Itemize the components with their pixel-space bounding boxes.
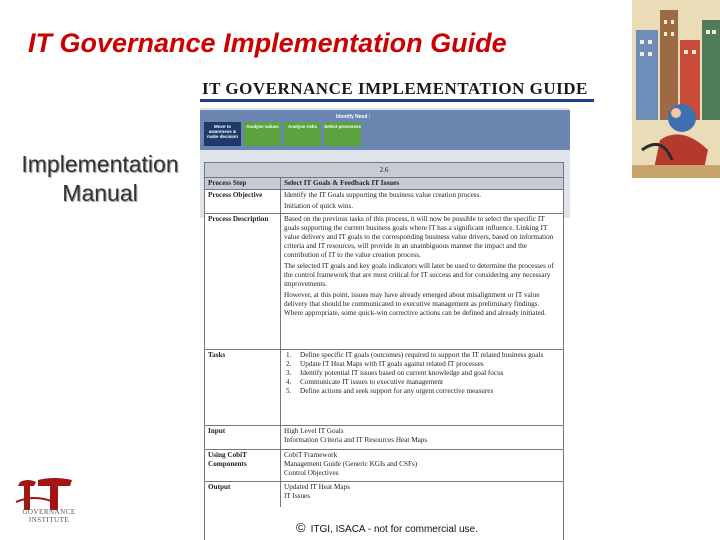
row-process-objective xyxy=(205,189,563,213)
cobit-value-1: CobiT Framework xyxy=(284,451,338,459)
flow-box-3: Analyse risks xyxy=(284,122,321,146)
cobit-label: Using CobiT Components xyxy=(205,450,281,481)
copyright-symbol: © xyxy=(296,520,306,535)
process-step-value: Select IT Goals & Feedback IT Issues xyxy=(284,179,400,187)
task-item: 2. Update IT Heat Maps with IT goals against related IT processes xyxy=(286,360,484,368)
slide-title: IT Governance Implementation Guide xyxy=(28,28,507,58)
tasks-label: Tasks xyxy=(205,350,281,425)
process-description-p1: Based on the previous tasks of this process, it will now be possible to select the specific IT goals supporting the current business goals where IT has a significant influence. Linking IT value delivery and IT goals to the corresponding business value drivers, based on information criteria and IT resources, will provide in an unambiguous manner the impact and the contribution of IT to the value creation process. xyxy=(284,215,554,259)
process-description-p2: The selected IT goals and key goals indicators will later be used to determine the processes of the control framework that are most critical for IT success and for considering any necessary improvements. xyxy=(284,262,554,288)
row-process-description xyxy=(205,213,563,349)
row-output xyxy=(205,481,563,507)
corner-collage-image xyxy=(632,0,720,178)
process-table xyxy=(204,162,564,540)
input-label: Input xyxy=(205,426,281,449)
side-label-line2: Manual xyxy=(62,180,138,206)
cobit-value-3: Control Objectives xyxy=(284,469,339,477)
flow-box-1: Move to awareness & make decision xyxy=(204,122,241,146)
task-item: 4. Communicate IT issues to executive management xyxy=(286,378,443,386)
table-header: 2.6 xyxy=(205,163,563,177)
task-item: 3. Identify potential IT issues based on current knowledge and goal focus xyxy=(286,369,504,377)
side-label-line1: Implementation xyxy=(21,151,179,177)
copyright-notice xyxy=(296,520,478,535)
it-governance-institute-logo xyxy=(14,476,84,534)
flow-box-2: Analyse values xyxy=(244,122,281,146)
logo-subtitle: GOVERNANCE INSTITUTE xyxy=(22,508,76,524)
process-description-p3: However, at this point, issues may have already emerged about misalignment or IT value delivery that should be communicated to executive management as preliminary findings. Where appropriate, some quick-win corrective actions can be defined and already initiated. xyxy=(284,291,547,317)
input-value-1: High Level IT Goals xyxy=(284,427,344,435)
row-input xyxy=(205,425,563,449)
process-objective-value-1: Identify the IT Goals supporting the business value creation process. xyxy=(284,191,482,199)
flow-header: Identify Need : xyxy=(336,114,371,120)
row-cobit-components xyxy=(205,449,563,481)
tasks-list xyxy=(281,350,563,397)
output-value-2: IT Issues xyxy=(284,492,311,500)
row-tasks xyxy=(205,349,563,425)
flow-box-4: Select processes xyxy=(324,122,361,146)
output-label: Output xyxy=(205,482,281,507)
process-step-label: Process Step xyxy=(205,178,281,189)
side-label xyxy=(10,150,190,208)
task-item: 1. Define specific IT goals (outcomes) required to support the IT related business goals xyxy=(286,351,544,359)
process-objective-label: Process Objective xyxy=(205,190,281,213)
cobit-value-2: Management Guide (Generic KGIs and CSFs) xyxy=(284,460,418,468)
input-value-2: Information Criteria and IT Resources Heat Maps xyxy=(284,436,428,444)
process-description-label: Process Description xyxy=(205,214,281,349)
row-process-step xyxy=(205,177,563,189)
copyright-text: ITGI, ISACA - not for commercial use. xyxy=(310,524,478,535)
task-item: 5. Define actions and seek support for any urgent corrective measures xyxy=(286,387,494,395)
output-value-1: Updated IT Heat Maps xyxy=(284,483,350,491)
process-objective-value-2: Initiation of quick wins. xyxy=(284,202,354,210)
doc-title: IT GOVERNANCE IMPLEMENTATION GUIDE xyxy=(200,76,594,102)
